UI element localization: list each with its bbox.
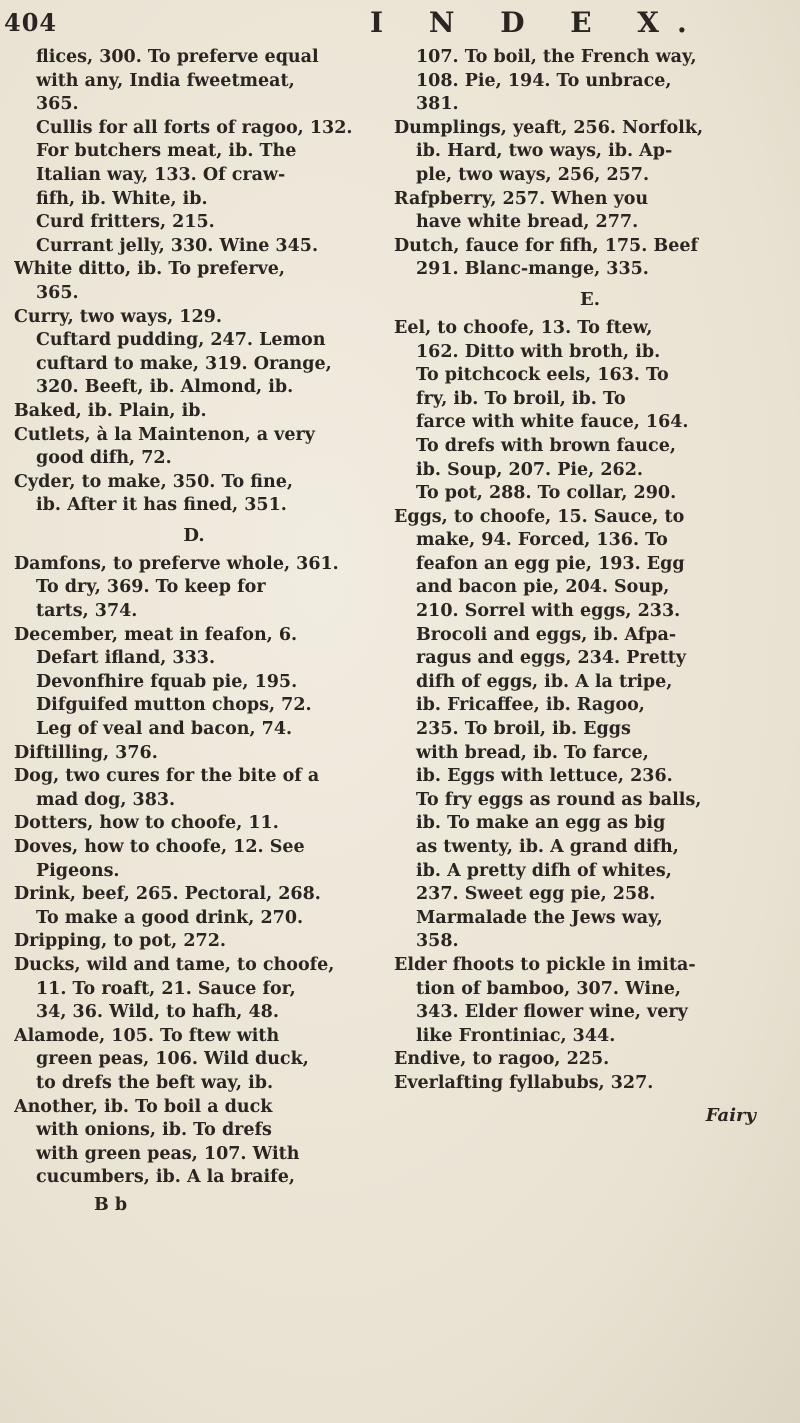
index-line: Brocoli and eggs, ib. Afpa- xyxy=(416,624,677,645)
index-line: 343. Elder flower wine, very xyxy=(416,1002,688,1023)
index-line: and bacon pie, 204. Soup, xyxy=(416,577,670,598)
left-column xyxy=(14,46,374,1218)
index-line: Currant jelly, 330. Wine 345. xyxy=(36,235,319,256)
index-line: Curry, two ways, 129. xyxy=(14,306,222,327)
index-line: Dutch, fauce for fifh, 175. Beef xyxy=(394,235,698,256)
index-line: Eel, to choofe, 13. To ftew, xyxy=(394,317,653,338)
index-line: Endive, to ragoo, 225. xyxy=(394,1049,610,1070)
index-line: 108. Pie, 194. To unbrace, xyxy=(416,70,672,91)
index-line: ib. To make an egg as big xyxy=(416,813,666,834)
left-entries-d xyxy=(14,553,374,1190)
section-letter-d: D. xyxy=(183,524,205,546)
index-line: with onions, ib. To drefs xyxy=(36,1120,272,1141)
index-line: to drefs the beft way, ib. xyxy=(36,1072,274,1093)
index-line: cuftard to make, 319. Orange, xyxy=(36,353,332,374)
index-line: ib. A pretty difh of whites, xyxy=(416,860,672,881)
index-line: fifh, ib. White, ib. xyxy=(36,188,208,209)
page-number: 404 xyxy=(4,8,58,37)
index-line: Cutlets, à la Maintenon, a very xyxy=(14,424,315,445)
right-entries-e xyxy=(394,317,786,1096)
index-line: To dry, 369. To keep for xyxy=(36,577,266,598)
index-line: tarts, 374. xyxy=(36,601,138,622)
right-entries-before-e xyxy=(394,46,786,282)
section-letter-e: E. xyxy=(580,288,600,310)
index-line: make, 94. Forced, 136. To xyxy=(416,530,668,551)
index-line: Cuftard pudding, 247. Lemon xyxy=(36,330,326,351)
index-line: Cullis for all forts of ragoo, 132. xyxy=(36,117,353,138)
index-line: Dripping, to pot, 272. xyxy=(14,931,226,952)
index-line: To pot, 288. To collar, 290. xyxy=(416,483,677,504)
index-line: 210. Sorrel with eggs, 233. xyxy=(416,601,681,622)
index-line: Alamode, 105. To ftew with xyxy=(14,1025,280,1046)
index-line: Everlafting fyllabubs, 327. xyxy=(394,1072,654,1093)
index-line: feafon an egg pie, 193. Egg xyxy=(416,553,685,574)
index-line: Ducks, wild and tame, to choofe, xyxy=(14,954,335,975)
index-line: tion of bamboo, 307. Wine, xyxy=(416,978,682,999)
index-line: Baked, ib. Plain, ib. xyxy=(14,400,207,421)
left-entries-before-d xyxy=(14,46,374,518)
page-header xyxy=(0,6,800,40)
index-line: Doves, how to choofe, 12. See xyxy=(14,837,305,857)
index-line: Marmalade the Jews way, xyxy=(416,907,663,928)
index-line: Difguifed mutton chops, 72. xyxy=(36,695,312,716)
index-line: ib. Soup, 207. Pie, 262. xyxy=(416,459,643,480)
index-line: have white bread, 277. xyxy=(416,212,639,233)
index-line: Italian way, 133. Of craw- xyxy=(36,164,286,185)
index-line: ple, two ways, 256, 257. xyxy=(416,164,650,185)
index-line: cucumbers, ib. A la braife, xyxy=(36,1167,295,1188)
index-line: Drink, beef, 265. Pectoral, 268. xyxy=(14,884,321,905)
index-line: Dumplings, yeaft, 256. Norfolk, xyxy=(394,117,704,138)
index-line: Another, ib. To boil a duck xyxy=(14,1096,273,1117)
index-line: 162. Ditto with broth, ib. xyxy=(416,341,661,362)
index-line: To fry eggs as round as balls, xyxy=(416,789,702,810)
index-line: with bread, ib. To farce, xyxy=(416,742,649,763)
index-line: Rafpberry, 257. When you xyxy=(394,188,649,209)
index-line: To make a good drink, 270. xyxy=(36,907,304,928)
index-line: Curd fritters, 215. xyxy=(36,212,215,233)
index-line: difh of eggs, ib. A la tripe, xyxy=(416,671,673,692)
index-line: mad dog, 383. xyxy=(36,789,176,810)
catchword: Fairy xyxy=(705,1104,756,1126)
index-line: To drefs with brown fauce, xyxy=(416,435,676,456)
index-line: White ditto, ib. To preferve, xyxy=(14,259,285,280)
index-line: Damfons, to preferve whole, 361. xyxy=(14,553,339,574)
index-line: good difh, 72. xyxy=(36,448,172,469)
index-line: Pigeons. xyxy=(36,860,120,881)
index-line: December, meat in feafon, 6. xyxy=(14,624,298,645)
signature-mark: B b xyxy=(94,1194,128,1215)
index-line: fry, ib. To broil, ib. To xyxy=(416,388,626,409)
index-line: farce with white fauce, 164. xyxy=(416,412,689,433)
index-line: For butchers meat, ib. The xyxy=(36,141,297,162)
index-line: like Frontiniac, 344. xyxy=(416,1025,616,1046)
index-line: Devonfhire fquab pie, 195. xyxy=(36,671,298,692)
index-line: 365. xyxy=(36,94,79,115)
index-line: with any, India fweetmeat, xyxy=(36,70,295,91)
index-line: ragus and eggs, 234. Pretty xyxy=(416,648,687,669)
index-line: To pitchcock eels, 163. To xyxy=(416,365,669,386)
index-line: with green peas, 107. With xyxy=(36,1143,300,1164)
index-line: Dog, two cures for the bite of a xyxy=(14,766,320,787)
index-line: Cyder, to make, 350. To fine, xyxy=(14,471,293,492)
index-line: 237. Sweet egg pie, 258. xyxy=(416,884,656,905)
index-line: 365. xyxy=(36,282,79,303)
index-line: 34, 36. Wild, to hafh, 48. xyxy=(36,1002,279,1023)
right-column xyxy=(394,46,786,1127)
index-line: flices, 300. To preferve equal xyxy=(36,47,319,67)
index-line: Dotters, how to choofe, 11. xyxy=(14,813,279,834)
index-line: ib. Fricaffee, ib. Ragoo, xyxy=(416,695,645,716)
index-line: 381. xyxy=(416,94,459,115)
index-line: Defart ifland, 333. xyxy=(36,648,216,669)
index-line: ib. Hard, two ways, ib. Ap- xyxy=(416,141,673,162)
index-line: Leg of veal and bacon, 74. xyxy=(36,719,293,740)
index-line: 291. Blanc-mange, 335. xyxy=(416,259,649,280)
index-line: 320. Beeft, ib. Almond, ib. xyxy=(36,377,294,398)
index-line: as twenty, ib. A grand difh, xyxy=(416,837,679,857)
index-line: Eggs, to choofe, 15. Sauce, to xyxy=(394,506,685,527)
index-line: green peas, 106. Wild duck, xyxy=(36,1049,309,1070)
index-line: Elder fhoots to pickle in imita- xyxy=(394,954,696,975)
index-line: Diftilling, 376. xyxy=(14,742,158,763)
index-line: ib. After it has fined, 351. xyxy=(36,495,287,516)
index-line: 11. To roaft, 21. Sauce for, xyxy=(36,978,296,999)
running-head: I N D E X. xyxy=(370,6,705,39)
index-line: 358. xyxy=(416,931,459,952)
index-line: ib. Eggs with lettuce, 236. xyxy=(416,766,673,787)
index-line: 235. To broil, ib. Eggs xyxy=(416,719,631,740)
index-line: 107. To boil, the French way, xyxy=(416,47,697,67)
